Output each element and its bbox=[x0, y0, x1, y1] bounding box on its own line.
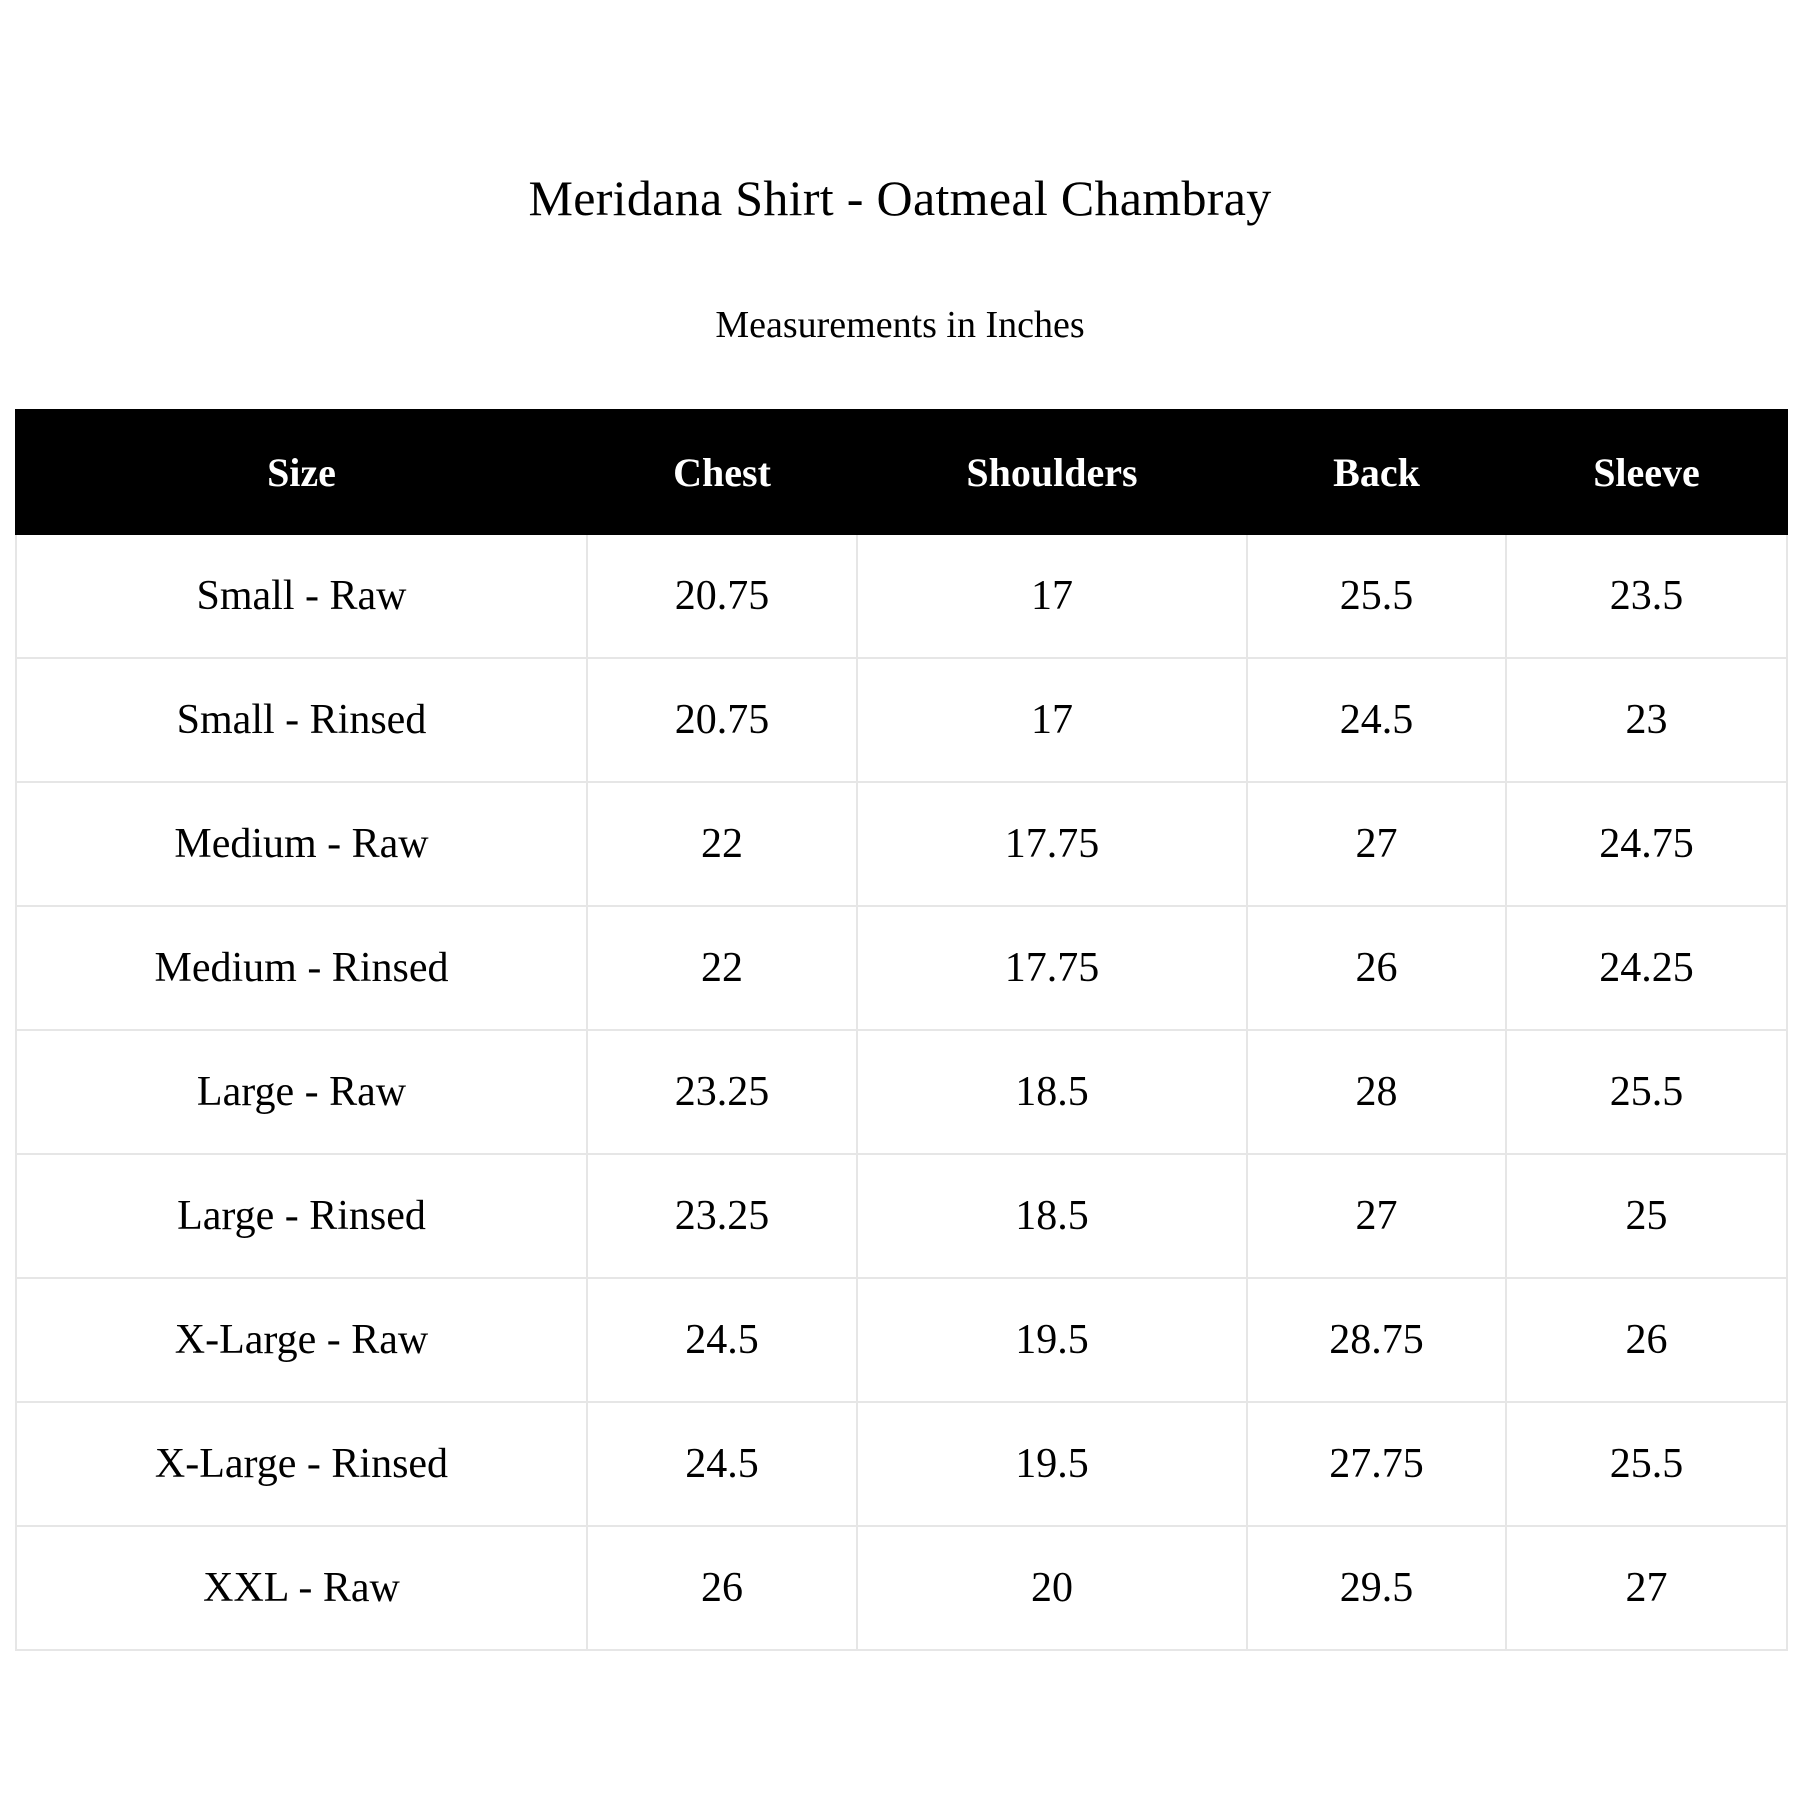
cell-sleeve: 23 bbox=[1506, 658, 1787, 782]
cell-shoulders: 17 bbox=[857, 658, 1247, 782]
cell-chest: 22 bbox=[587, 782, 857, 906]
page-title: Meridana Shirt - Oatmeal Chambray bbox=[528, 170, 1272, 226]
cell-back: 28.75 bbox=[1247, 1278, 1506, 1402]
cell-size: Medium - Rinsed bbox=[16, 906, 587, 1030]
cell-chest: 24.5 bbox=[587, 1278, 857, 1402]
cell-shoulders: 17.75 bbox=[857, 782, 1247, 906]
cell-size: X-Large - Raw bbox=[16, 1278, 587, 1402]
cell-shoulders: 17 bbox=[857, 534, 1247, 658]
cell-chest: 20.75 bbox=[587, 534, 857, 658]
cell-back: 24.5 bbox=[1247, 658, 1506, 782]
cell-sleeve: 25 bbox=[1506, 1154, 1787, 1278]
cell-back: 28 bbox=[1247, 1030, 1506, 1154]
cell-size: Large - Raw bbox=[16, 1030, 587, 1154]
cell-back: 29.5 bbox=[1247, 1526, 1506, 1650]
cell-shoulders: 19.5 bbox=[857, 1402, 1247, 1526]
header-size: Size bbox=[16, 410, 587, 534]
cell-sleeve: 25.5 bbox=[1506, 1402, 1787, 1526]
cell-back: 25.5 bbox=[1247, 534, 1506, 658]
cell-shoulders: 17.75 bbox=[857, 906, 1247, 1030]
cell-size: X-Large - Rinsed bbox=[16, 1402, 587, 1526]
cell-shoulders: 19.5 bbox=[857, 1278, 1247, 1402]
table-header bbox=[16, 410, 1787, 534]
cell-back: 27 bbox=[1247, 782, 1506, 906]
cell-back: 27.75 bbox=[1247, 1402, 1506, 1526]
cell-sleeve: 27 bbox=[1506, 1526, 1787, 1650]
cell-shoulders: 20 bbox=[857, 1526, 1247, 1650]
cell-shoulders: 18.5 bbox=[857, 1030, 1247, 1154]
page-subtitle: Measurements in Inches bbox=[715, 304, 1085, 346]
table-row bbox=[16, 1526, 1787, 1650]
cell-chest: 24.5 bbox=[587, 1402, 857, 1526]
cell-sleeve: 24.75 bbox=[1506, 782, 1787, 906]
table-row bbox=[16, 658, 1787, 782]
cell-chest: 20.75 bbox=[587, 658, 857, 782]
cell-chest: 22 bbox=[587, 906, 857, 1030]
header-back: Back bbox=[1247, 410, 1506, 534]
cell-sleeve: 24.25 bbox=[1506, 906, 1787, 1030]
cell-back: 26 bbox=[1247, 906, 1506, 1030]
cell-size: Large - Rinsed bbox=[16, 1154, 587, 1278]
table-row bbox=[16, 1402, 1787, 1526]
cell-size: XXL - Raw bbox=[16, 1526, 587, 1650]
header-chest: Chest bbox=[587, 410, 857, 534]
size-chart-table bbox=[15, 409, 1788, 1651]
table-row bbox=[16, 1154, 1787, 1278]
table-row bbox=[16, 534, 1787, 658]
cell-chest: 23.25 bbox=[587, 1030, 857, 1154]
cell-sleeve: 23.5 bbox=[1506, 534, 1787, 658]
cell-shoulders: 18.5 bbox=[857, 1154, 1247, 1278]
header-row bbox=[16, 410, 1787, 534]
table-body bbox=[16, 534, 1787, 1650]
cell-sleeve: 26 bbox=[1506, 1278, 1787, 1402]
header-sleeve: Sleeve bbox=[1506, 410, 1787, 534]
cell-size: Medium - Raw bbox=[16, 782, 587, 906]
table-row bbox=[16, 1278, 1787, 1402]
cell-size: Small - Raw bbox=[16, 534, 587, 658]
cell-size: Small - Rinsed bbox=[16, 658, 587, 782]
cell-chest: 23.25 bbox=[587, 1154, 857, 1278]
header-shoulders: Shoulders bbox=[857, 410, 1247, 534]
table-row bbox=[16, 1030, 1787, 1154]
table-row bbox=[16, 906, 1787, 1030]
cell-chest: 26 bbox=[587, 1526, 857, 1650]
table-row bbox=[16, 782, 1787, 906]
cell-back: 27 bbox=[1247, 1154, 1506, 1278]
cell-sleeve: 25.5 bbox=[1506, 1030, 1787, 1154]
